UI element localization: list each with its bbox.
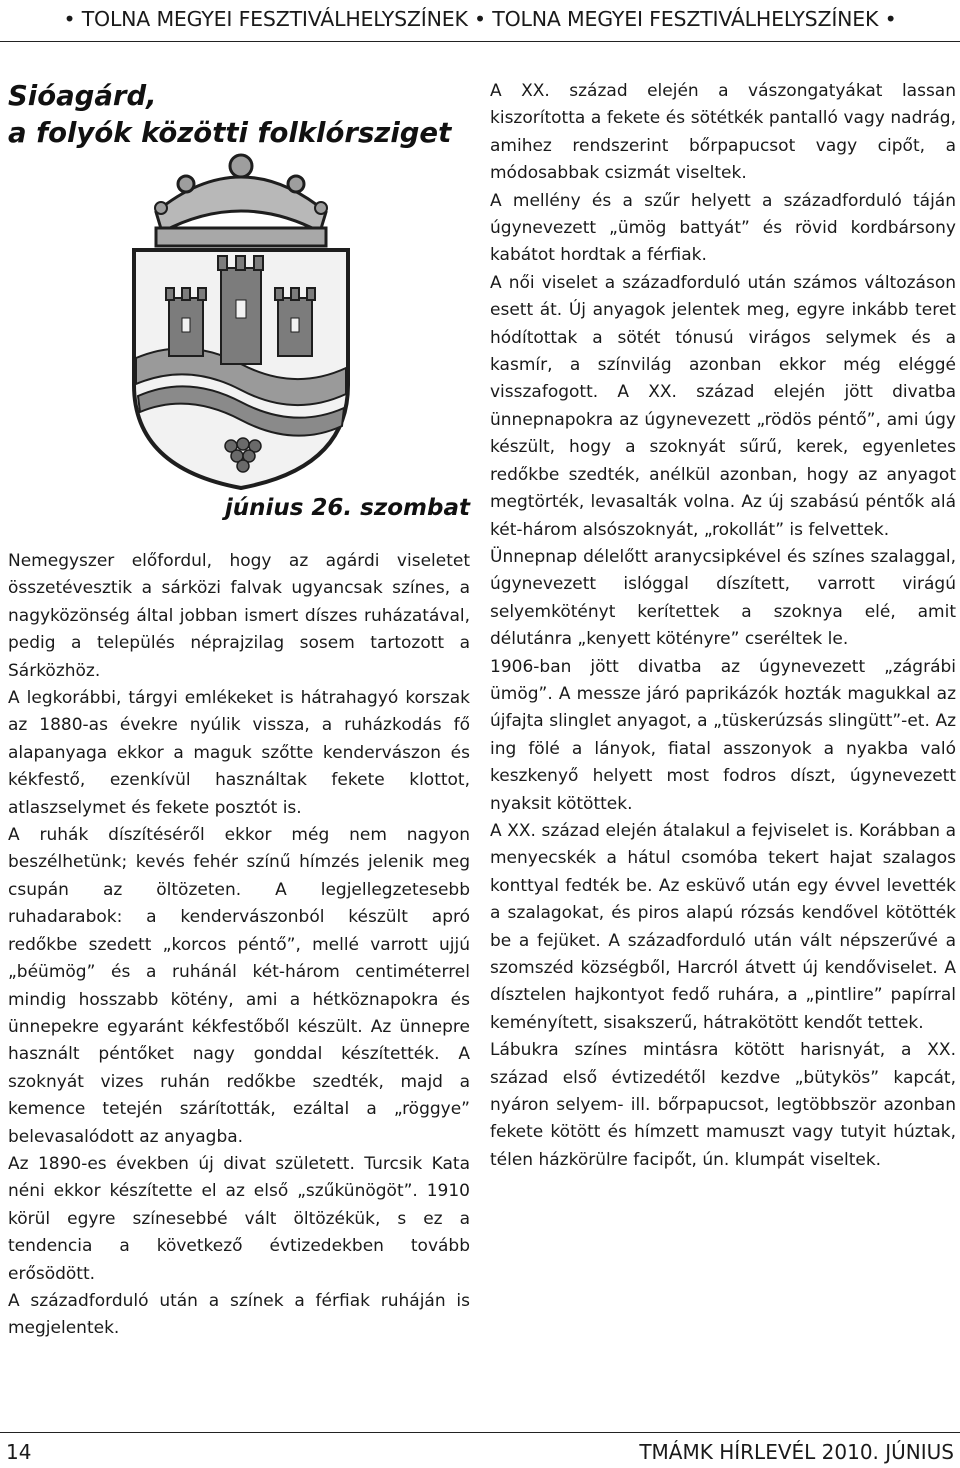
shield-icon bbox=[134, 250, 348, 488]
paragraph: Lábukra színes mintásra kötött harisnyát, a XX. század első évtizedétől kezdve „bütykös” kapcát, nyáron selyem- ill. bőrpapucsot, legtöbbször azonban fekete kötött és hímzett mamuszt vagy tutyit húztak, télen házkörülre facipőt, ún. klumpát viseltek. bbox=[490, 1040, 956, 1170]
paragraph: A mellény és a szűr helyett a századforduló táján úgynevezett „ümög battyát” és rövid kordbársony kabátot hordtak a férfiak. bbox=[490, 190, 956, 266]
paragraph: 1906-ban jött divatba az úgynevezett „zágrábi ümög”. A messze járó paprikázók hozták magukkal az újfajta slinglet anyagot, a „tüskerúzsás slingütt”-et. Az ing fölé a lányok, fiatal asszonyok a nyakba való keszkenyő helyett most fodros díszt, úgynevezett nyaksit kötöttek. bbox=[490, 656, 956, 814]
paragraph: A XX. század elején a vászongatyákat lassan kiszorította a fekete és sötétkék pantalló vagy nadrág, amihez rendszerint bőrpapucsot vagy cipőt, a módosabbak csizmát viseltek. bbox=[490, 81, 956, 184]
coat-of-arms-icon bbox=[6, 150, 476, 496]
article-title-line-2: a folyók közötti folklórsziget bbox=[8, 117, 452, 149]
page-number: 14 bbox=[6, 1440, 32, 1464]
paragraph: A legkorábbi, tárgyi emlékeket is hátrahagyó korszak az 1880-as évekre nyúlik vissza, a ruházkodás fő alapanyaga ekkor a maguk szőtte kendervászon és kékfestő, ezenkívül használtak fekete klottot, atlaszselymet és fekete posztót is. bbox=[8, 688, 470, 818]
footer-rule bbox=[0, 1432, 960, 1433]
publication-title: TMÁMK HÍRLEVÉL 2010. JÚNIUS bbox=[639, 1440, 954, 1464]
right-column bbox=[490, 78, 956, 1174]
paragraph: Nemegyszer előfordul, hogy az agárdi viseletet összetévesztik a sárközi falvak ugyancsak színes, a nagyközönség által jobban ismert díszes ruházatával, pedig a település néprajzilag sosem tartozott a Sárközhöz. bbox=[8, 551, 470, 681]
paragraph: A női viselet a századforduló után számos változáson esett át. Új anyagok jelentek meg, egyre inkább teret hódítottak a sötét tónusú virágos selymek és a kasmír, a színvilág azonban ekkor még eléggé visszafogott. A XX. század elején jött divatba ünnepnapokra az úgynevezett „rödös péntő”, ami úgy készült, hogy a szoknyát sűrű, kerek, egyenletes redőkbe szedték, anélkül azonban, hogy az anyagot megtörték, levasalták volna. Az új szabású péntők alá két-három alsószoknyát, „rokollát” is felvettek. bbox=[490, 272, 956, 540]
article-title bbox=[8, 78, 451, 152]
paragraph: Ünnepnap délelőtt aranycsipkével és színes szalaggal, úgynevezett islóggal díszített, varrott virágú selyemkötényt kerítettek a szoknya elé, amit délutánra „kenyett kötényre” cseréltek le. bbox=[490, 546, 956, 650]
paragraph: Az 1890-es években új divat született. Turcsik Kata néni ekkor készítette el az első „szűkünögöt”. 1910 körül egyre színesebbé vált öltözékük, s ez a tendencia a következő évtizedekben tovább erősödött. bbox=[8, 1153, 470, 1284]
paragraph: A XX. század elején átalakul a fejviselet is. Korábban a menyecskék a hátul csomóba tekert hajat szalagos konttyal fedték be. Az esküvő után egy évvel levették a szalagokat, és piros alapú rózsás kendővel kötötték be a fejüket. A századforduló után vált népszerűvé a szomszéd községből, Harcról átvett új kendőviselet. A dísztelen hajkontyot fedő ruhára, a „pintlire” papírral keményített, sisakszerű, hátrakötött kendőt tettek. bbox=[490, 820, 956, 1033]
paragraph: A ruhák díszítéséről ekkor még nem nagyon beszélhetünk; kevés fehér színű hímzés jelenik meg csupán az öltözeten. A legjellegzetesebb ruhadarabok: a kendervászonból készült apró redőkbe szedett „korcos péntő”, mellé varrott ujjú „béümög” és a ruhánál két-három centiméterrel mindig hosszabb kötény, ami a hétköznapokra és ünnepekre egyaránt kékfestőből készült. Az ünnepre használt péntőket nagy gonddal készítették. A szoknyát vizes ruhán redőkbe szedték, majd a kemence tetején szárították, ezáltal a „röggye” belevasalódott az anyagba. bbox=[8, 825, 470, 1147]
article-title-line-1: Sióagárd, bbox=[8, 80, 157, 112]
running-header: • TOLNA MEGYEI FESZTIVÁLHELYSZÍNEK • TOLNA MEGYEI FESZTIVÁLHELYSZÍNEK • bbox=[63, 7, 897, 31]
paragraph: A századforduló után a színek a férfiak ruháján is megjelentek. bbox=[8, 1290, 470, 1339]
event-date: június 26. szombat bbox=[224, 495, 470, 521]
crown-icon bbox=[155, 155, 327, 246]
left-column bbox=[8, 548, 470, 1343]
header-rule bbox=[0, 41, 960, 42]
